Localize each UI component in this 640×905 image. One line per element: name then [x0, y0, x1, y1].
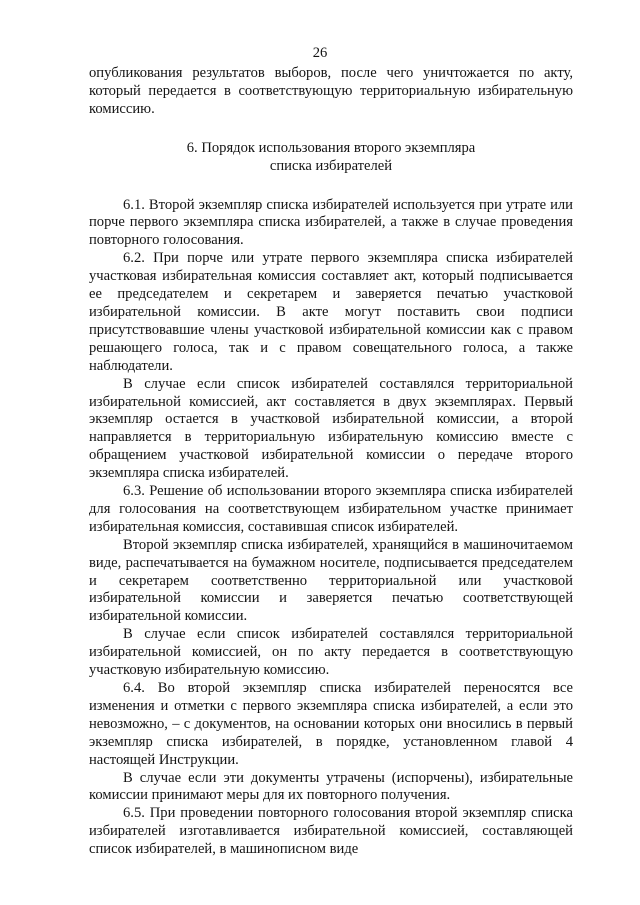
- paragraph-6-2: 6.2. При порче или утрате первого экземпляра списка избирателей участковая избирательная комиссия составляет акт, который подписывается ее председателем и секретарем и заверяется печатью участковой избирательной комиссии. В акте могут поставить свои подписи присутствовавшие члены участковой избирательной комиссии как с правом решающего голоса, так и с правом совещательного голоса, а также наблюдатели.: [89, 250, 573, 374]
- paragraph-6-1: 6.1. Второй экземпляр списка избирателей используется при утрате или порче первого экземпляра списка избирателей, а также в случае проведения повторного голосования.: [89, 196, 573, 249]
- paragraph-6-4-lost-documents: В случае если эти документы утрачены (испорчены), избирательные комиссии принимают меры для их повторного получения.: [89, 769, 573, 804]
- paragraph-6-2-territorial: В случае если список избирателей составлялся территориальной избирательной комиссией, акт составляется в двух экземплярах. Первый экземпляр остается в участковой избирательной комиссии, а второй направляется в территориальную избирательную комиссию вместе с обращением участковой избирательной комиссии о передаче второго экземпляра списка избирателей.: [89, 375, 573, 482]
- section-title-line-2: списка избирателей: [269, 157, 393, 174]
- section-title-line-1: 6. Порядок использования второго экземпляра: [186, 139, 476, 156]
- page-number: 26: [312, 45, 328, 61]
- paragraph-6-3-machine-readable: Второй экземпляр списка избирателей, хранящийся в машиночитаемом виде, распечатывается на бумажном носителе, подписывается председателем и секретарем соответственно территориальной или участковой избирательной комиссии и заверяется печатью соответствующей избирательной комиссии.: [89, 536, 573, 625]
- paragraph-6-4: 6.4. Во второй экземпляр списка избирателей переносятся все изменения и отметки с первого экземпляра списка избирателей, а если это невозможно, – с документов, на основании которых они вносились в первый экземпляр списка избирателей, в порядке, установленном главой 4 настоящей Инструкции.: [89, 680, 573, 768]
- paragraph-6-3-territorial: В случае если список избирателей составлялся территориальной избирательной комиссией, он по акту передается в соответствующую участковую избирательную комиссию.: [89, 626, 573, 679]
- paragraph-6-3: 6.3. Решение об использовании второго экземпляра списка избирателей для голосования на соответствующем избирательном участке принимает избирательная комиссия, составившая список избирателей.: [89, 483, 573, 535]
- intro-paragraph: опубликования результатов выборов, после чего уничтожается по акту, который передается в соответствующую территориальную избирательную комиссию.: [89, 65, 573, 117]
- section-heading: [89, 119, 573, 197]
- document-body: [89, 65, 573, 859]
- paragraph-6-5: 6.5. При проведении повторного голосования второй экземпляр списка избирателей изготавливается избирательной комиссией, составляющей список избирателей, в машинописном виде: [89, 805, 573, 858]
